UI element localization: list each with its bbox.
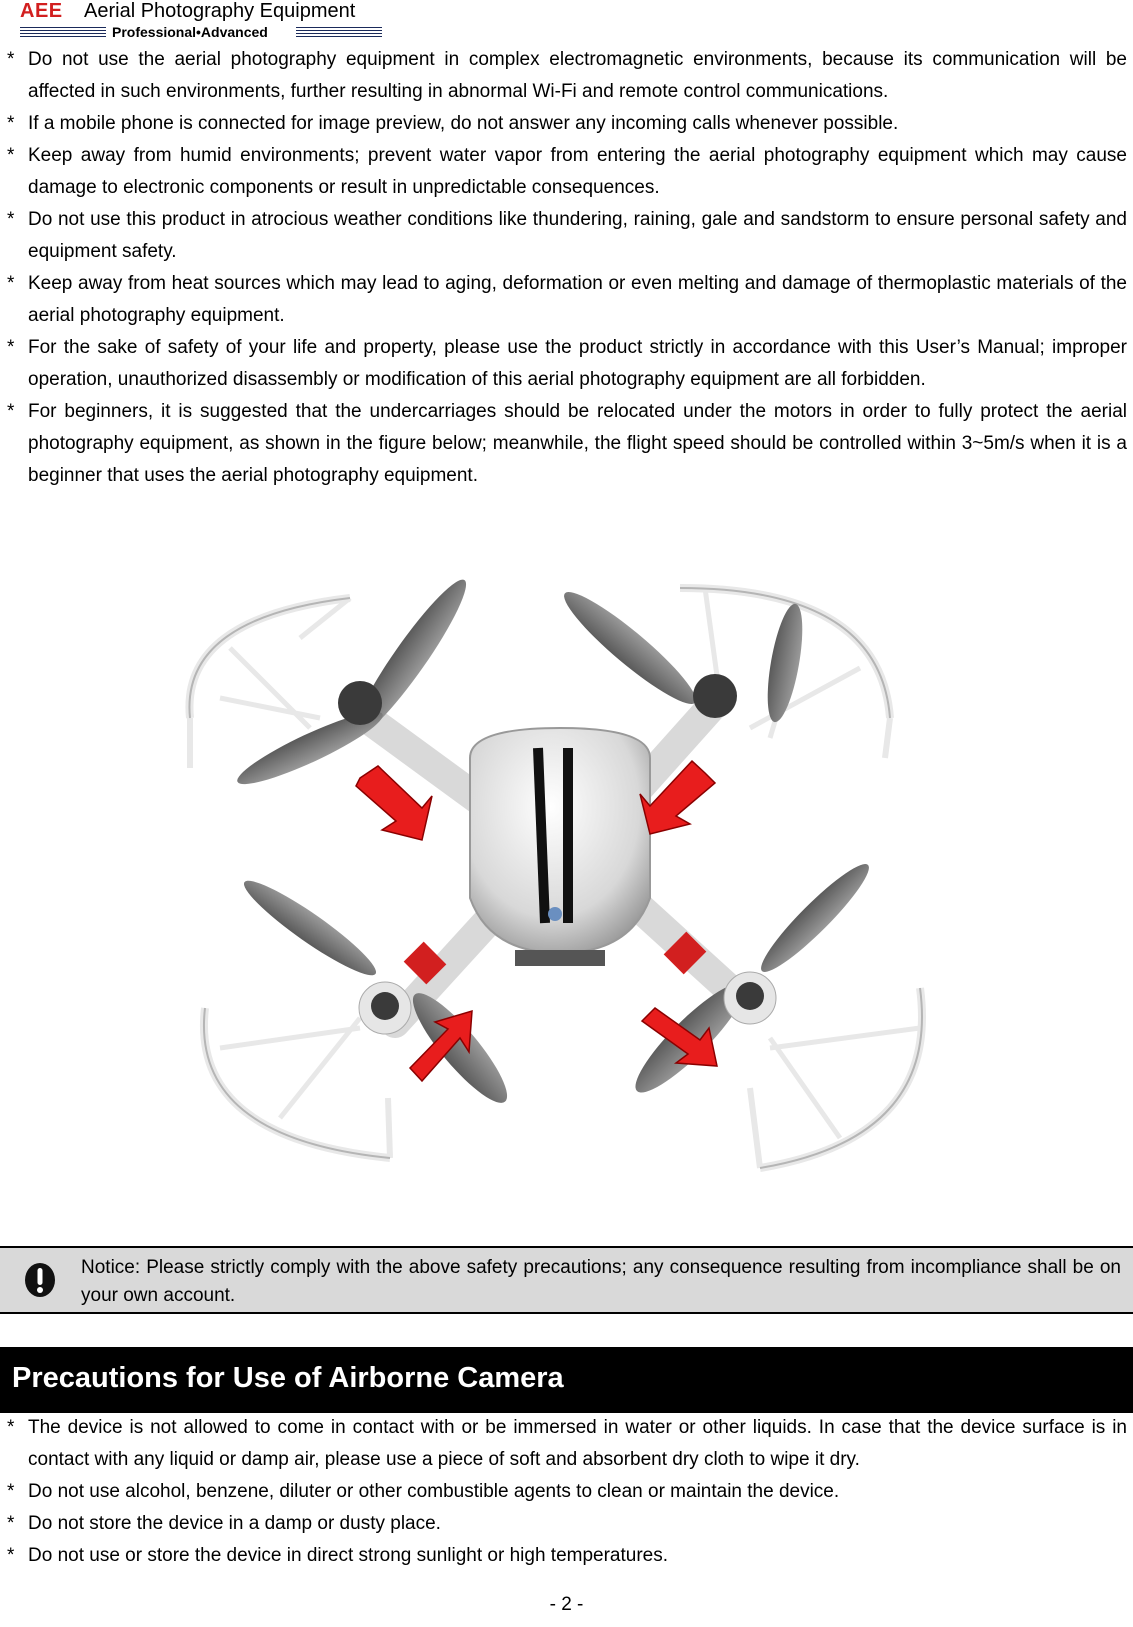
- list-item: * Do not use this product in atrocious weather conditions like thundering, raining, gale and sandstorm to ensure personal safety and equipment safety.: [7, 204, 1127, 268]
- list-item: * The device is not allowed to come in contact with or be immersed in water or other liquids. In case that the device surface is in contact with any liquid or damp air, please use a piece of soft and absorbent dry cloth to wipe it dry.: [7, 1412, 1127, 1476]
- list-item: * For the sake of safety of your life and property, please use the product strictly in accordance with this User’s Manual; improper operation, unauthorized disassembly or modification of this aerial photography equipment are all forbidden.: [7, 332, 1127, 396]
- list-item: * Do not use the aerial photography equipment in complex electromagnetic environments, because its communication will be affected in such environments, further resulting in abnormal Wi-Fi and remote control communications.: [7, 44, 1127, 108]
- prop-guard-bottom-left: [204, 1008, 390, 1158]
- list-item: * If a mobile phone is connected for image preview, do not answer any incoming calls whenever possible.: [7, 108, 1127, 140]
- precautions-list: [7, 44, 1127, 492]
- section-heading-bar: [0, 1347, 1133, 1413]
- drone-body: [470, 728, 650, 966]
- header-title: Aerial Photography Equipment: [84, 0, 356, 22]
- list-item: * Do not store the device in a damp or dusty place.: [7, 1508, 1127, 1540]
- page-number: - 2 -: [549, 1594, 584, 1615]
- page-header: [20, 0, 390, 42]
- list-item: * Keep away from humid environments; prevent water vapor from entering the aerial photography equipment which may cause damage to electronic components or result in unpredictable consequences.: [7, 140, 1127, 204]
- brand-logo: AEE: [20, 0, 63, 22]
- drone-figure: [160, 578, 976, 1200]
- camera-precautions-list: [7, 1412, 1127, 1572]
- header-tagline: Professional•Advanced: [112, 24, 268, 40]
- list-item: * For beginners, it is suggested that the undercarriages should be relocated under the motors in order to fully protect the aerial photography equipment, as shown in the figure below; meanwhile, the flight speed should be controlled within 3~5m/s when it is a beginner that uses the aerial photography equipment.: [7, 396, 1127, 492]
- list-item: * Do not use or store the device in direct strong sunlight or high temperatures.: [7, 1540, 1127, 1572]
- exclamation-icon: [24, 1262, 56, 1298]
- section-title: Precautions for Use of Airborne Camera: [12, 1362, 564, 1394]
- prop-guard-bottom-right: [750, 988, 922, 1168]
- list-item: * Keep away from heat sources which may lead to aging, deformation or even melting and damage of thermoplastic materials of the aerial photography equipment.: [7, 268, 1127, 332]
- list-item: * Do not use alcohol, benzene, diluter or other combustible agents to clean or maintain the device.: [7, 1476, 1127, 1508]
- decorative-lines: [20, 27, 106, 37]
- header-tagline-row: [20, 24, 382, 40]
- decorative-lines: [296, 27, 382, 37]
- notice-box: [0, 1246, 1133, 1314]
- notice-text: Notice: Please strictly comply with the above safety precautions; any consequence resulting from incompliance shall be on your own account.: [81, 1257, 1121, 1306]
